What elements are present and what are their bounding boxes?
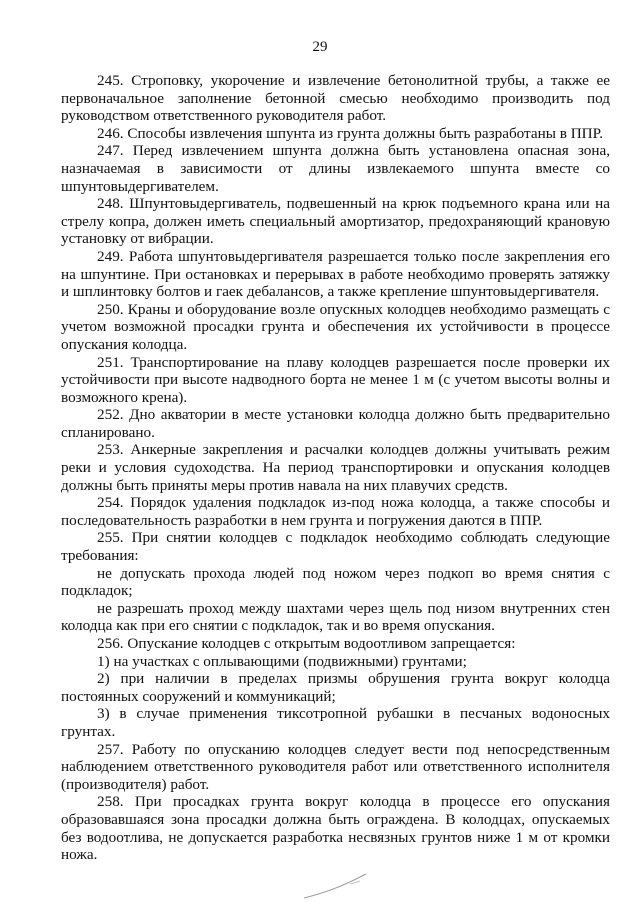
paragraph-258: 258. При просадках грунта вокруг колодца в процессе его опускания образовавшаяся зона просадки должна быть ограждена. В колодцах, опускаемых без водоотлива, не допускается разработка несвязных грунтов ниже 1 м от кромки ножа. xyxy=(61,793,610,864)
paragraph-256-item-3: 3) в случае применения тиксотропной рубашки в песчаных водоносных грунтах. xyxy=(61,705,610,740)
paragraph-254: 254. Порядок удаления подкладок из-под ножа колодца, а также способы и последовательность разработки в нем грунта и погружения даются в ППР. xyxy=(61,494,610,529)
paragraph-255-item-2: не разрешать проход между шахтами через щель под низом внутренних стен колодца как при его снятии с подкладок, так и во время опускания. xyxy=(61,599,610,635)
document-body xyxy=(61,72,610,864)
paragraph-245: 245. Строповку, укорочение и извлечение бетонолитной трубы, а также ее первоначальное заполнение бетонной смесью необходимо производить под руководством ответственного руководителя работ. xyxy=(61,72,610,125)
paragraph-257: 257. Работу по опусканию колодцев следует вести под непосредственным наблюдением ответственного руководителя работ или ответственного исполнителя (производителя) работ. xyxy=(61,740,610,793)
paragraph-251: 251. Транспортирование на плаву колодцев разрешается после проверки их устойчивости при высоте надводного борта не менее 1 м (с учетом высоты волны и возможного крена). xyxy=(61,353,610,406)
paragraph-250: 250. Краны и оборудование возле опускных колодцев необходимо размещать с учетом возможной просадки грунта и обеспечения их устойчивости в процессе опускания колодца. xyxy=(61,300,610,353)
paragraph-256-item-1: 1) на участках с оплывающими (подвижными) грунтами; xyxy=(97,652,467,670)
paragraph-255-item-1: не допускать прохода людей под ножом через подкоп во время снятия с подкладок; xyxy=(61,564,610,600)
paragraph-256: 256. Опускание колодцев с открытым водоотливом запрещается: xyxy=(97,635,516,652)
paragraph-253: 253. Анкерные закрепления и расчалки колодцев должны учитывать режим реки и условия судоходства. На период транспортировки и опускания колодцев должны быть приняты меры против навала на них плавучих средств. xyxy=(61,441,610,494)
paragraph-255: 255. При снятии колодцев с подкладок необходимо соблюдать следующие требования: xyxy=(61,529,610,565)
paragraph-248: 248. Шпунтовыдергиватель, подвешенный на крюк подъемного крана или на стрелу копра, должен иметь специальный амортизатор, предохраняющий крановую установку от вибрации. xyxy=(61,195,610,248)
paragraph-256-item-2: 2) при наличии в пределах призмы обрушения грунта вокруг колодца постоянных сооружений и коммуникаций; xyxy=(61,670,610,705)
paragraph-249: 249. Работа шпунтовыдергивателя разрешается только после закрепления его на шпунтине. При остановках и перерывах в работе необходимо проверять затяжку и шплинтовку болтов и гаек дебалансов, а также крепление шпунтовыдергивателя. xyxy=(61,247,610,301)
paragraph-246: 246. Способы извлечения шпунта из грунта должны быть разработаны в ППР. xyxy=(97,124,603,142)
page-number: 29 xyxy=(312,39,328,55)
paragraph-247: 247. Перед извлечением шпунта должна быть установлена опасная зона, назначаемая в зависимости от длины извлекаемого шпунта вместе со шпунтовыдергивателем. xyxy=(61,142,610,195)
signature-mark xyxy=(300,872,370,902)
paragraph-252: 252. Дно акватории в месте установки колодца должно быть предварительно спланировано. xyxy=(61,406,610,441)
